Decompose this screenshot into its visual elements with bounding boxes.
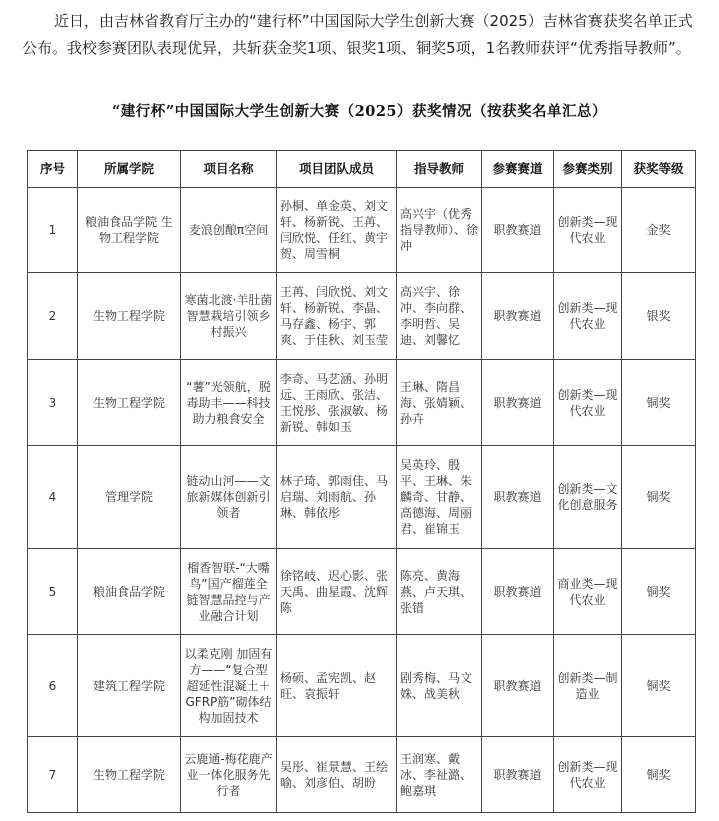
cell-no: 3 [28,360,78,446]
table-title: “建行杯”中国国际大学生创新大赛（2025）获奖情况（按获奖名单汇总） [111,103,608,120]
cell-members: 吴彤、崔景慧、王绘喻、刘彦伯、胡昐 [277,737,397,813]
cell-no: 2 [28,273,78,360]
cell-category: 创新类—文化创意服务 [554,446,622,549]
cell-category: 创新类—现代农业 [554,737,622,813]
cell-mentor: 陈亮、黄海燕、卢天琪、张错 [397,549,482,635]
cell-no: 5 [28,549,78,635]
cell-mentor: 剧秀梅、马文姝、战美秋 [397,635,482,737]
cell-award: 铜奖 [622,737,696,813]
table-row [28,446,696,549]
cell-college: 管理学院 [78,446,181,549]
cell-track: 职教赛道 [482,188,554,273]
cell-project: 云鹿通-梅花鹿产业一体化服务先行者 [181,737,277,813]
cell-no: 4 [28,446,78,549]
cell-members: 林子琦、郭雨佳、马启瑞、刘雨航、孙琳、韩依彤 [277,446,397,549]
intro-paragraph: 近日，由吉林省教育厅主办的“建行杯”中国国际大学生创新大赛（2025）吉林省赛获奖名单正式公布。我校参赛团队表现优异，共斩获金奖1项、银奖1项、铜奖5项，1名教师获评“优秀指导教师”。 [22,12,693,57]
table-row [28,737,696,813]
cell-track: 职教赛道 [482,446,554,549]
cell-college: 生物工程学院 [78,360,181,446]
cell-award: 铜奖 [622,635,696,737]
cell-no: 7 [28,737,78,813]
table-row [28,635,696,737]
awards-table [27,150,696,813]
header-project: 项目名称 [181,151,277,188]
table-row [28,549,696,635]
table-row [28,360,696,446]
cell-members: 王苒、闫欣悦、刘文轩、杨新锐、李晶、马存鑫、杨宇、郭爽、于佳秋、刘玉莹 [277,273,397,360]
cell-award: 铜奖 [622,360,696,446]
table-header-row [28,151,696,188]
cell-no: 1 [28,188,78,273]
cell-college: 粮油食品学院 [78,549,181,635]
cell-category: 创新类—现代农业 [554,188,622,273]
cell-category: 创新类—现代农业 [554,360,622,446]
cell-project: 麦浪创酿π空间 [181,188,277,273]
table-row [28,188,696,273]
cell-track: 职教赛道 [482,635,554,737]
header-category: 参赛类别 [554,151,622,188]
cell-track: 职教赛道 [482,360,554,446]
cell-college: 生物工程学院 [78,273,181,360]
cell-college: 生物工程学院 [78,737,181,813]
header-no: 序号 [28,151,78,188]
table-row [28,273,696,360]
cell-no: 6 [28,635,78,737]
cell-project: 链动山河——文旅新媒体创新引领者 [181,446,277,549]
cell-award: 铜奖 [622,446,696,549]
cell-category: 商业类—现代农业 [554,549,622,635]
cell-college: 建筑工程学院 [78,635,181,737]
header-members: 项目团队成员 [277,151,397,188]
cell-members: 李奇、马艺涵、孙明远、王雨欣、张洁、王悦彤、张淑敏、杨新锐、韩如玉 [277,360,397,446]
header-mentor: 指导教师 [397,151,482,188]
cell-project: 以柔克刚 加固有方——“复合型超延性混凝土＋GFRP筋”砌体结构加固技术 [181,635,277,737]
cell-members: 孙桐、单金英、刘文轩、杨新锐、王苒、闫欣悦、任红、黄宇贺、周雪桐 [277,188,397,273]
cell-track: 职教赛道 [482,273,554,360]
cell-mentor: 王琳、隋昌海、张婧颖、孙卉 [397,360,482,446]
cell-college: 粮油食品学院 生物工程学院 [78,188,181,273]
cell-members: 徐铭岐、迟心影、张天禹、曲星霞、沈辉陈 [277,549,397,635]
cell-award: 铜奖 [622,549,696,635]
cell-award: 银奖 [622,273,696,360]
cell-project: 榴香智联-“大嘴鸟”国产榴莲全链智慧品控与产业融合计划 [181,549,277,635]
cell-project: “薯”光领航，脱毒助丰——科技助力粮食安全 [181,360,277,446]
header-track: 参赛赛道 [482,151,554,188]
cell-category: 创新类—制造业 [554,635,622,737]
cell-category: 创新类—现代农业 [554,273,622,360]
cell-mentor: 高兴宇、徐冲、李向群、李明哲、吴迪、刘馨忆 [397,273,482,360]
cell-award: 金奖 [622,188,696,273]
cell-mentor: 王润寒、戴冰、李祉潞、鲍嘉琪 [397,737,482,813]
cell-mentor: 高兴宇（优秀指导教师）、徐 冲 [397,188,482,273]
cell-track: 职教赛道 [482,737,554,813]
cell-members: 杨硕、孟宪凯、赵旺、袁振轩 [277,635,397,737]
cell-project: 寒菌北渡·羊肚菌智慧栽培引领乡村振兴 [181,273,277,360]
cell-mentor: 吴英玲、殷平、王琳、朱麟奇、甘静、高德海、周丽君、崔锦玉 [397,446,482,549]
header-award: 获奖等级 [622,151,696,188]
cell-track: 职教赛道 [482,549,554,635]
header-college: 所属学院 [78,151,181,188]
